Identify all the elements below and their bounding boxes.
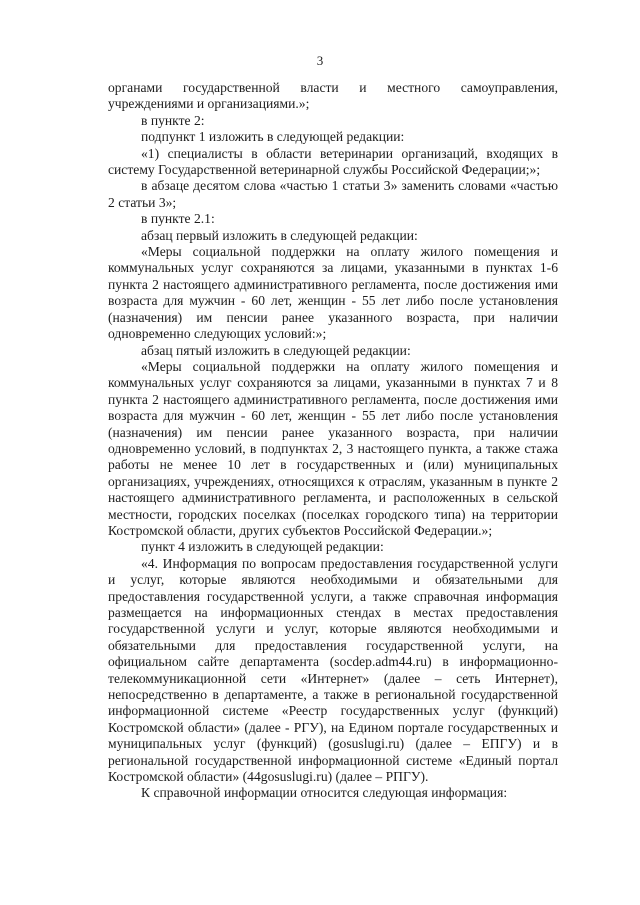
paragraph: в абзаце десятом слова «частью 1 статьи 3» заменить словами «частью 2 статьи 3»; xyxy=(108,178,558,210)
paragraph: абзац пятый изложить в следующей редакции: xyxy=(141,342,411,358)
paragraph: К справочной информации относится следующая информация: xyxy=(141,785,508,801)
paragraph: «Меры социальной поддержки на оплату жилого помещения и коммунальных услуг сохраняются за лицами, указанными в пунктах 7 и 8 пункта 2 настоящего административного регламента, после достижения ими возраста для мужчин - 60 лет, женщин - 55 лет либо после установления (назначения) им пенсии ранее указанного возраста, при наличии одновременно условий, в подпунктах 2, 3 настоящего пункта, а также стажа работы не менее 10 лет в государственных и (или) муниципальных организациях, учреждениях, относящихся к отраслям, указанным в пункте 2 настоящего административного регламента, и расположенных в сельской местности, городских поселках (поселках городского типа) на территории Костромской области, других субъектов Российской Федерации.»; xyxy=(108,358,558,538)
paragraph: «4. Информация по вопросам предоставления государственной услуги и услуг, которые являются необходимыми и обязательными для предоставления государственной услуги, а также справочная информация размещается на информационных стендах в местах предоставления государственной услуги и услуг, которые являются необходимыми и обязательными для предоставления государственной услуги, на официальном сайте департамента (socdep.adm44.ru) в информационно-телекоммуникационной сети «Интернет» (далее – сеть Интернет), непосредственно в департаменте, а также в региональной государственной информационной системе «Реестр государственных услуг (функций) Костромской области» (далее - РГУ), на Едином портале государственных и муниципальных услуг (функций) (gosuslugi.ru) (далее – ЕПГУ) и в региональной государственной информационной системе «Единый портал Костромской области» (44gosuslugi.ru) (далее – РПГУ). xyxy=(108,555,558,785)
paragraph: органами государственной власти и местного самоуправления, учреждениями и организациями.»; xyxy=(108,80,558,112)
paragraph: абзац первый изложить в следующей редакции: xyxy=(141,227,418,243)
paragraph: «Меры социальной поддержки на оплату жилого помещения и коммунальных услуг сохраняются за лицами, указанными в пунктах 1-6 пункта 2 настоящего административного регламента, после достижения ими возраста для мужчин - 60 лет, женщин - 55 лет либо после установления (назначения) им пенсии ранее указанного возраста, при наличии одновременно следующих условий:»; xyxy=(108,244,558,342)
document-body xyxy=(108,80,558,802)
paragraph: в пункте 2: xyxy=(141,112,205,128)
paragraph: подпункт 1 изложить в следующей редакции: xyxy=(141,129,405,145)
page-number: 3 xyxy=(316,53,324,68)
paragraph: в пункте 2.1: xyxy=(141,211,215,227)
paragraph: «1) специалисты в области ветеринарии организаций, входящих в систему Государственной ветеринарной службы Российской Федерации;»; xyxy=(108,145,558,178)
paragraph: пункт 4 изложить в следующей редакции: xyxy=(141,539,384,555)
